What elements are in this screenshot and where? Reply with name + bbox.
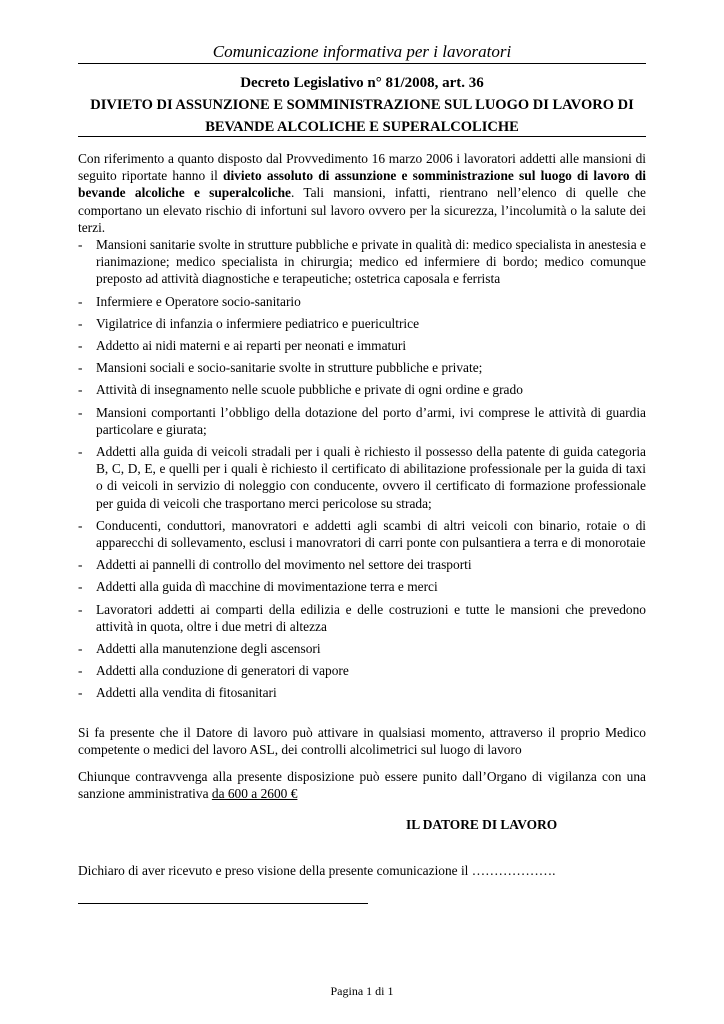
list-item-text: Mansioni sociali e socio-sanitarie svolte in strutture pubbliche e private; (96, 360, 483, 376)
list-dash: - (78, 517, 83, 533)
list-dash: - (78, 557, 83, 573)
list-item (78, 662, 646, 679)
list-item (78, 404, 646, 438)
list-item (78, 443, 646, 512)
list-item (78, 684, 646, 701)
list-dash: - (78, 663, 83, 679)
list-dash: - (78, 237, 83, 252)
list-dash: - (78, 382, 83, 398)
sanction-amount: da 600 a 2600 € (211, 786, 298, 802)
intro-text-1: Con riferimento a quanto disposto dal Provvedimento 16 marzo 2006 i lavoratori addetti alle mansioni di seguito riportate hanno il (78, 151, 646, 184)
list-item (78, 601, 646, 635)
list-dash: - (78, 444, 83, 460)
signature-line (78, 903, 368, 904)
heading-line-2: BEVANDE ALCOLICHE E SUPERALCOLICHE (205, 119, 519, 135)
list-item (78, 517, 646, 551)
notice-paragraph: Si fa presente che il Datore di lavoro può attivare in qualsiasi momento, attraverso il proprio Medico competente o medici del lavoro ASL, dei controlli alcolimetrici sul luogo di lavoro (78, 725, 646, 758)
list-item (78, 578, 646, 595)
decree-reference: Decreto Legislativo n° 81/2008, art. 36 (240, 75, 484, 91)
list-item-text: Addetti alla manutenzione degli ascensori (96, 641, 321, 657)
list-item-text: Conducenti, conduttori, manovratori e addetti agli scambi di altri veicoli con binario, rotaie o di apparecchi di sollevamento, esclusi i manovratori di carri ponte con pulsantiera a terra e di monorotaie (96, 517, 646, 551)
list-dash: - (78, 601, 83, 617)
list-item-text: Addetti ai pannelli di controllo del movimento nel settore dei trasporti (96, 557, 472, 573)
list-item-text: Addetti alla conduzione di generatori di vapore (96, 663, 349, 679)
document-header-title: Comunicazione informativa per i lavoratori (212, 42, 512, 61)
list-item (78, 236, 646, 288)
task-list (78, 236, 646, 707)
list-item (78, 640, 646, 657)
intro-bold-text: divieto assoluto di assunzione e somministrazione sul luogo di lavoro di bevande alcoliche e superalcoliche (78, 168, 646, 201)
list-item (78, 381, 646, 398)
intro-text-2: . Tali mansioni, infatti, rientrano nell’elenco di quelle che comportano un elevato rischio di infortuni sul lavoro ovvero per la sicurezza, l’incolumità o la salute dei terzi. (78, 185, 646, 235)
header-rule (78, 63, 646, 64)
list-dash: - (78, 579, 83, 595)
list-item (78, 315, 646, 332)
list-dash: - (78, 360, 83, 376)
employer-label: IL DATORE DI LAVORO (406, 817, 558, 832)
list-dash: - (78, 641, 83, 657)
heading-line-1: DIVIETO DI ASSUNZIONE E SOMMINISTRAZIONE SUL LUOGO DI LAVORO DI (90, 97, 634, 113)
list-item-text: Addetti alla guida di veicoli stradali per i quali è richiesto il possesso della patente di guida categoria B, C, D, E, e quelli per i quali è richiesto il certificato di abilitazione professionale per la guida di taxi o di veicoli in servizio di noleggio con conducente, ovvero il certificato di formazione professionale per guida di veicoli che trasportano merci pericolose su strada; (96, 444, 646, 511)
list-item-text: Mansioni sanitarie svolte in strutture pubbliche e private in qualità di: medico specialista in anestesia e rianimazione; medico specialista in chirurgia; medico ed infermiere di bordo; medico comunque preposto ad attività diagnostiche e terapeutiche; ostetrica caposala e ferrista (96, 237, 646, 287)
list-dash: - (78, 338, 83, 354)
list-item-text: Vigilatrice di infanzia o infermiere pediatrico e puericultrice (96, 315, 420, 331)
list-item-text: Mansioni comportanti l’obbligo della dotazione del porto d’armi, ivi comprese le attività di guardia particolare e giurata; (96, 404, 646, 437)
sanction-text: Chiunque contravvenga alla presente disposizione può essere punito dall’Organo di vigilanza con una sanzione amministrativa (78, 769, 646, 802)
list-item (78, 337, 646, 354)
list-item (78, 359, 646, 376)
list-dash: - (78, 685, 83, 701)
list-item-text: Attività di insegnamento nelle scuole pubbliche e private di ogni ordine e grado (96, 382, 523, 398)
list-item-text: Addetti alla vendita di fitosanitari (96, 685, 277, 701)
list-item (78, 293, 646, 310)
declaration-text: Dichiaro di aver ricevuto e preso visione della presente comunicazione il ………………. (78, 863, 556, 878)
list-item-text: Infermiere e Operatore socio-sanitario (96, 293, 301, 309)
list-dash: - (78, 404, 83, 420)
heading-rule (78, 136, 646, 137)
sanction-paragraph (78, 768, 646, 802)
list-item (78, 556, 646, 573)
list-item-text: Addetti alla guida dì macchine di movimentazione terra e merci (96, 579, 438, 595)
intro-paragraph (78, 150, 646, 236)
list-dash: - (78, 293, 83, 309)
list-item-text: Addetto ai nidi materni e ai reparti per neonati e immaturi (96, 338, 407, 354)
list-dash: - (78, 315, 83, 331)
list-item-text: Lavoratori addetti ai comparti della edilizia e delle costruzioni e tutte le mansioni che prevedono attività in quota, oltre i due metri di altezza (96, 601, 646, 634)
page-footer: Pagina 1 di 1 (330, 984, 394, 998)
